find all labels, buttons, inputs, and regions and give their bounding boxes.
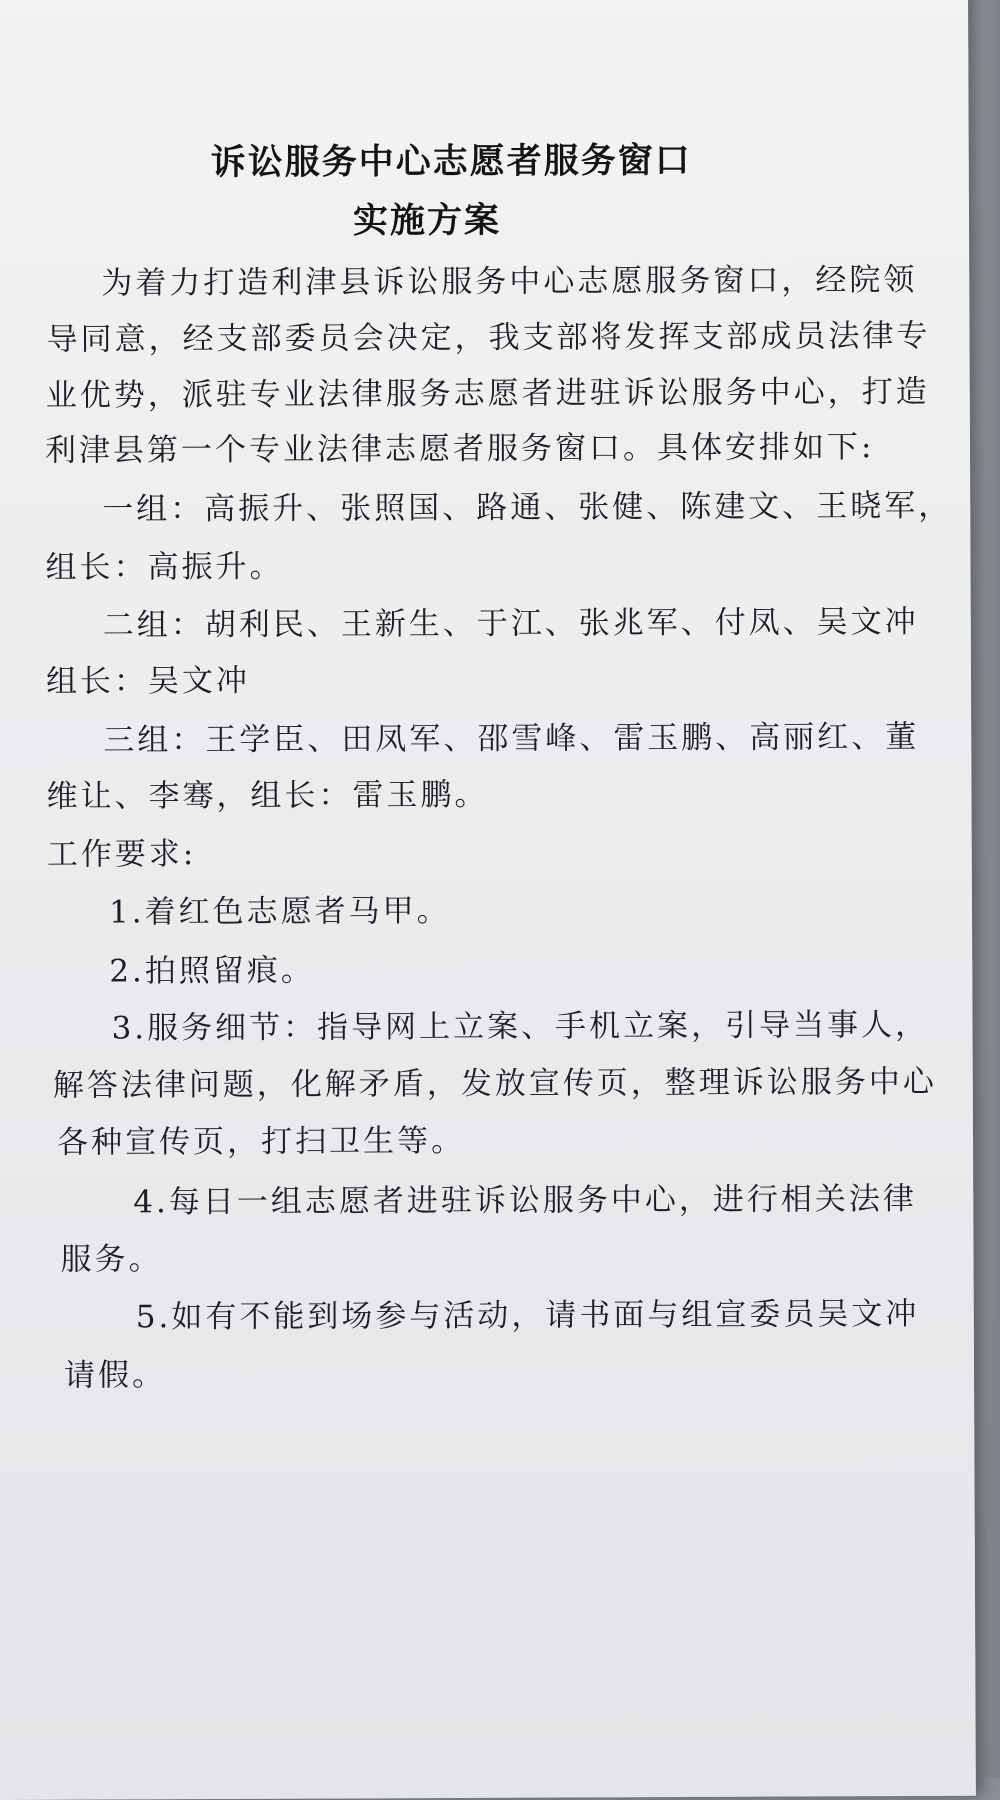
requirement-item-3-line-3: 各种宣传页，打扫卫生等。 <box>56 1122 466 1161</box>
group1-line-2: 组长：高振升。 <box>45 548 284 586</box>
group2-line-2: 组长：吴文冲 <box>45 662 251 700</box>
intro-line-2: 导同意，经支部委员会决定，我支部将发挥支部成员法律专 <box>46 317 931 358</box>
group2-line-1: 二组：胡利民、王新生、于江、张兆军、付凤、吴文冲 <box>102 603 919 644</box>
requirement-item-1: 1.着红色志愿者马甲。 <box>108 893 451 931</box>
document-title-line-1: 诉讼服务中心志愿者服务窗口 <box>210 139 692 184</box>
requirement-item-4-line-2: 服务。 <box>60 1241 163 1278</box>
document-title-line-2: 实施方案 <box>352 199 502 242</box>
requirement-item-5-line-1: 5.如有不能到场参与活动，请书面与组宣委员吴文冲 <box>135 1295 920 1336</box>
requirement-item-3-line-2: 解答法律问题，化解矛盾，发放宣传页，整理诉讼服务中心 <box>52 1063 937 1104</box>
requirement-item-5-line-2: 请假。 <box>63 1357 167 1394</box>
group3-line-2: 维让、李骞，组长：雷玉鹏。 <box>46 776 489 815</box>
requirements-heading: 工作要求: <box>46 836 197 873</box>
group1-line-1: 一组：高振升、张照国、路通、张健、陈建文、王晓军， <box>102 487 953 528</box>
intro-line-3: 业优势，派驻专业法律服务志愿者进驻诉讼服务中心，打造 <box>45 373 930 414</box>
intro-line-4: 利津县第一个专业法律志愿者服务窗口。具体安排如下: <box>44 429 875 469</box>
group3-line-1: 三组：王学臣、田凤军、邵雪峰、雷玉鹏、高丽红、董 <box>103 718 920 759</box>
intro-line-1: 为着力打造利津县诉讼服务中心志愿服务窗口，经院领 <box>101 261 918 302</box>
requirement-item-2: 2.拍照留痕。 <box>109 952 315 990</box>
requirement-item-4-line-1: 4.每日一组志愿者进驻诉讼服务中心，进行相关法律 <box>133 1180 917 1221</box>
requirement-item-3-line-1: 3.服务细节：指导网上立案、手机立案，引导当事人， <box>111 1006 930 1047</box>
